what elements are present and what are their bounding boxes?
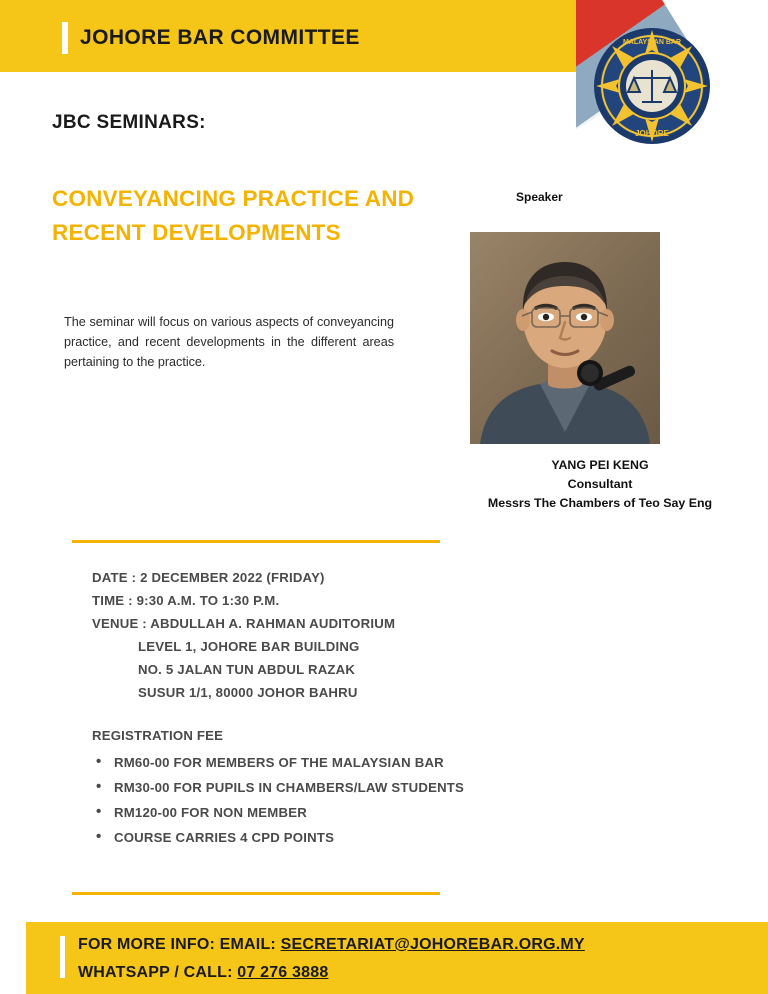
divider-bottom xyxy=(72,892,440,895)
time-row xyxy=(92,589,552,612)
venue-row xyxy=(92,612,552,635)
bar-crest-icon xyxy=(590,24,714,148)
divider-top xyxy=(72,540,440,543)
seminar-title: CONVEYANCING PRACTICE AND RECENT DEVELOPMENTS xyxy=(52,186,415,245)
list-item: • RM120-00 FOR NON MEMBER xyxy=(92,800,542,825)
speaker-name: YANG PEI KENG xyxy=(551,458,649,472)
phone-link[interactable]: 07 276 3888 xyxy=(237,964,329,981)
speaker-label: Speaker xyxy=(516,190,563,204)
venue-line-4: SUSUR 1/1, 80000 JOHOR BAHRU xyxy=(138,685,358,700)
organization-logo xyxy=(576,0,744,160)
header-accent-bar xyxy=(62,22,68,54)
time-value: 9:30 A.M. TO 1:30 P.M. xyxy=(136,593,280,608)
more-info-label: FOR MORE INFO: EMAIL: xyxy=(78,936,276,953)
list-item: • RM30-00 FOR PUPILS IN CHAMBERS/LAW STUDENTS xyxy=(92,775,542,800)
date-row xyxy=(92,566,552,589)
footer-bar xyxy=(0,922,768,994)
event-details xyxy=(92,566,552,704)
list-item: • RM60-00 FOR MEMBERS OF THE MALAYSIAN BAR xyxy=(92,750,542,775)
footer-left-spacer xyxy=(0,922,26,994)
speaker-firm: Messrs The Chambers of Teo Say Eng xyxy=(487,496,713,510)
time-label: TIME : xyxy=(92,593,133,608)
footer-email-row xyxy=(78,936,585,954)
registration-fee-list xyxy=(92,750,542,850)
speaker-role: Consultant xyxy=(567,477,633,491)
registration-fee-title: REGISTRATION FEE xyxy=(92,728,224,743)
footer-accent-bar xyxy=(60,936,65,978)
email-link[interactable]: SECRETARIAT@JOHOREBAR.ORG.MY xyxy=(280,936,585,953)
footer-phone-row xyxy=(78,964,328,982)
seminar-description: The seminar will focus on various aspects of conveyancing practice, and recent developments in the different areas pertaining to the practice. xyxy=(64,315,394,369)
venue-line-1: ABDULLAH A. RAHMAN AUDITORIUM xyxy=(150,616,396,631)
venue-line-2: LEVEL 1, JOHORE BAR BUILDING xyxy=(138,639,360,654)
whatsapp-label: WHATSAPP / CALL: xyxy=(78,964,233,981)
list-item: • COURSE CARRIES 4 CPD POINTS xyxy=(92,825,542,850)
speaker-details xyxy=(430,456,768,513)
venue-line-3: NO. 5 JALAN TUN ABDUL RAZAK xyxy=(138,662,356,677)
date-value: 2 DECEMBER 2022 (FRIDAY) xyxy=(140,570,325,585)
logo-top-text: MALAYSIAN BAR xyxy=(622,39,682,46)
seminar-kicker: JBC SEMINARS: xyxy=(52,112,206,133)
date-label: DATE : xyxy=(92,570,137,585)
speaker-portrait-image xyxy=(470,232,660,444)
venue-label: VENUE : xyxy=(92,616,147,631)
page-title: JOHORE BAR COMMITTEE xyxy=(80,26,360,49)
header-right-spacer xyxy=(744,0,768,72)
speaker-photo xyxy=(470,232,660,444)
logo-bottom-text: JOHORE xyxy=(635,129,669,138)
